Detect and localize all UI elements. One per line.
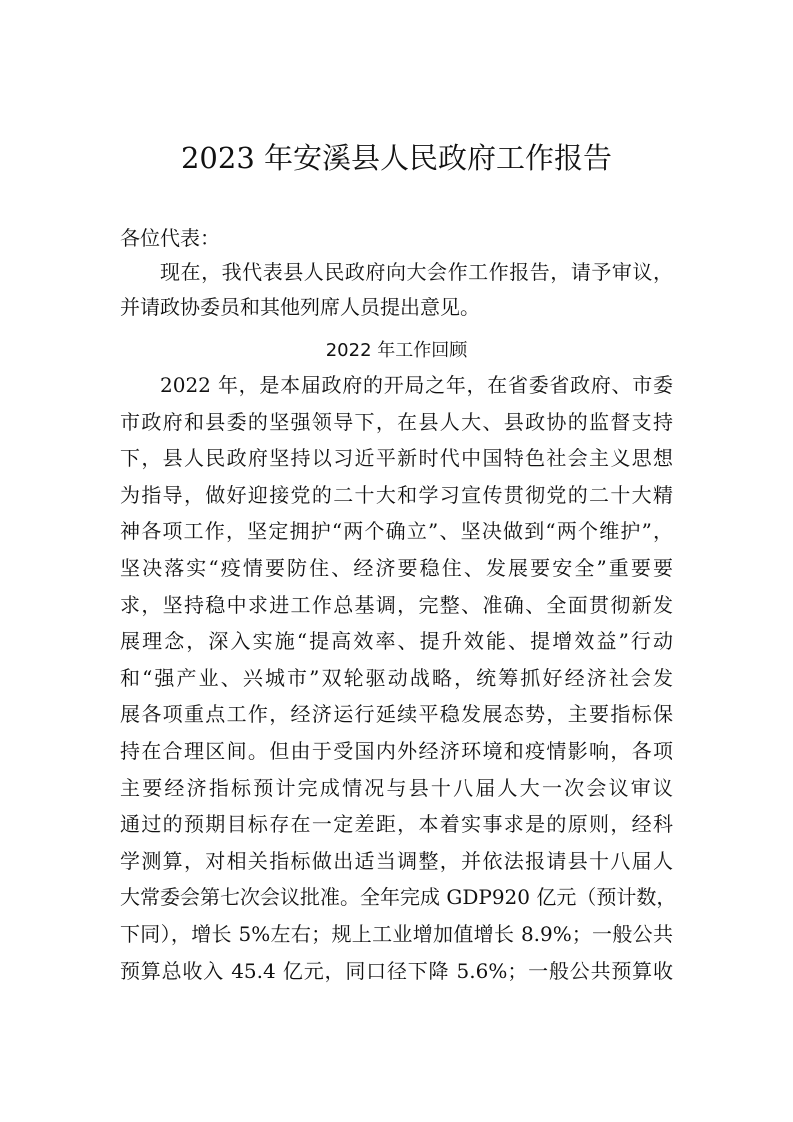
text-line: 并请政协委员和其他列席人员提出意见。 [120,295,480,319]
text-line: 为指导，做好迎接党的二十大和学习宣传贯彻党的二十大精 [120,482,673,507]
text-line: 下，县人民政府坚持以习近平新时代中国特色社会主义思想 [120,446,673,471]
document-title: 2023 年安溪县人民政府工作报告 [180,141,613,175]
section-heading: 2022 年工作回顾 [325,340,468,361]
text-line: 通过的预期目标存在一定差距，本着实事求是的原则，经科 [120,812,673,837]
text-line: 下同），增长 5%左右；规上工业增加值增长 8.9%；一般公共 [120,922,673,946]
text-line: 大常委会第七次会议批准。全年完成 GDP920 亿元（预计数， [120,885,677,910]
text-line: 2022 年，是本届政府的开局之年，在省委省政府、市委 [160,373,673,397]
text-line: 持在合理区间。但由于受国内外经济环境和疫情影响，各项 [120,739,673,763]
text-line: 现在，我代表县人民政府向大会作工作报告，请予审议， [160,260,673,284]
text-line: 学测算，对相关指标做出适当调整，并依法报请县十八届人 [120,848,673,873]
text-line: 展各项重点工作，经济运行延续平稳发展态势，主要指标保 [120,702,673,727]
text-line: 神各项工作，坚定拥护“两个确立”、坚决做到“两个维护”， [120,519,673,544]
text-line: 市政府和县委的坚强领导下，在县人大、县政协的监督支持 [120,409,673,434]
text-line: 展理念，深入实施“提高效率、提升效能、提增效益”行动 [120,629,673,654]
text-line: 主要经济指标预计完成情况与县十八届人大一次会议审议 [120,775,673,800]
text-line: 和“强产业、兴城市”双轮驱动战略，统筹抓好经济社会发 [120,665,673,690]
text-line: 坚决落实“疫情要防住、经济要稳住、发展要安全”重要要 [120,556,673,580]
salutation: 各位代表： [120,226,220,250]
text-line: 预算总收入 45.4 亿元，同口径下降 5.6%；一般公共预算收 [120,958,673,983]
text-line: 求，坚持稳中求进工作总基调，完整、准确、全面贯彻新发 [120,592,673,617]
